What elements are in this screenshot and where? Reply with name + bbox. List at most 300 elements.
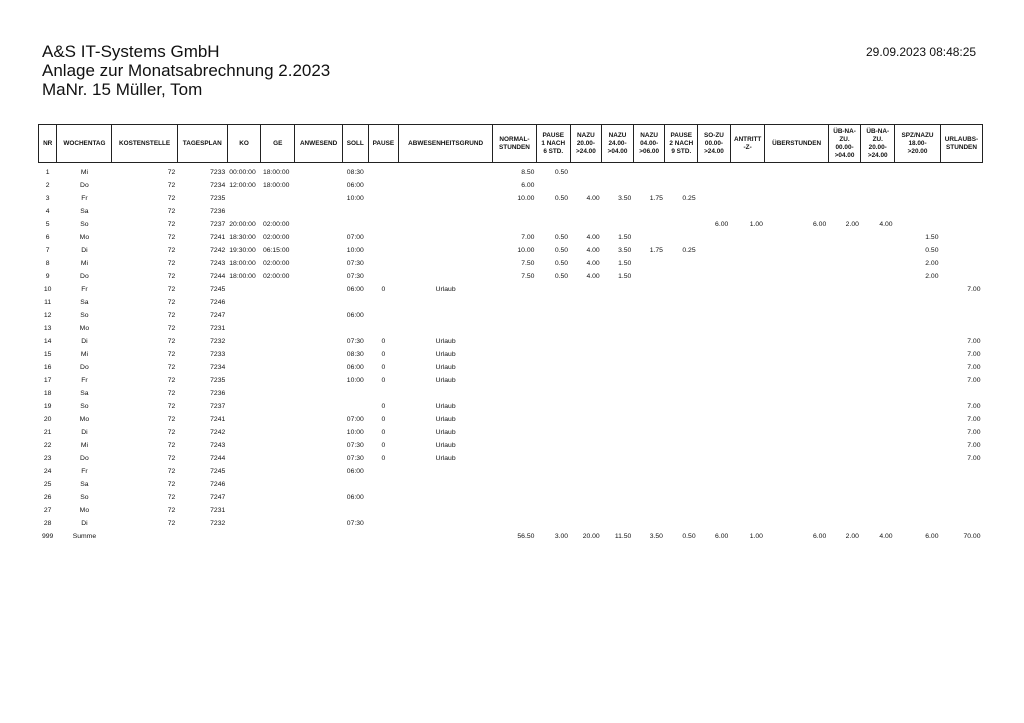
table-cell [295,452,343,465]
table-cell: 72 [167,416,176,423]
column-header: PAUSE 1 NACH 6 STD. [536,125,570,163]
table-cell [570,413,602,426]
table-cell: 3 [45,195,50,202]
table-cell [895,517,941,530]
table-cell [343,387,369,400]
table-cell [765,413,828,426]
table-cell [895,192,941,205]
table-cell: 25 [43,481,52,488]
table-cell [828,348,861,361]
table-cell [227,504,261,517]
table-cell [261,439,295,452]
table-cell: 72 [167,247,176,254]
table-cell [828,517,861,530]
table-cell: 18 [43,390,52,397]
table-cell [828,192,861,205]
column-header: ÜB-NA- ZU. 00.00- >04.00 [828,125,861,163]
table-cell [665,179,698,192]
table-cell [261,413,295,426]
table-cell [343,530,369,543]
table-cell [633,166,665,179]
table-cell [940,309,982,322]
table-cell [368,244,399,257]
table-cell [665,400,698,413]
table-cell: 72 [167,234,176,241]
table-cell [861,322,895,335]
table-cell: 15 [43,351,52,358]
table-cell [895,283,941,296]
table-cell [895,179,941,192]
table-cell [665,452,698,465]
table-cell [633,296,665,309]
table-cell [399,257,493,270]
table-cell [730,452,765,465]
table-cell [295,296,343,309]
table-row [39,205,983,218]
table-cell [698,244,731,257]
table-cell: 72 [167,195,176,202]
table-cell [730,491,765,504]
table-cell [295,491,343,504]
table-cell: 7.00 [967,455,981,462]
table-cell [895,348,941,361]
table-cell [698,439,731,452]
table-cell: 7233 [210,169,226,176]
table-cell [261,309,295,322]
table-cell [940,270,982,283]
table-cell: 4.00 [586,247,600,254]
table-cell [861,244,895,257]
table-cell: 7235 [210,195,226,202]
table-cell [765,322,828,335]
table-cell: 6.00 [813,221,827,228]
table-cell: 10.00 [517,247,535,254]
table-cell: 06:00 [346,494,364,501]
table-cell [633,205,665,218]
table-cell [861,439,895,452]
table-cell: 0.50 [554,260,569,267]
table-cell [368,205,399,218]
table-cell [730,283,765,296]
table-cell: 1.00 [749,221,763,228]
table-cell [730,361,765,374]
table-cell [295,413,343,426]
table-cell: 06:00 [346,312,364,319]
table-row [39,465,983,478]
table-cell: 7.00 [967,351,981,358]
table-cell: 0 [381,286,386,293]
table-cell: 7245 [210,286,226,293]
table-cell [295,244,343,257]
table-cell [493,218,537,231]
table-cell [940,478,982,491]
table-cell: Urlaub [435,403,456,410]
table-cell: 0 [381,455,386,462]
table-cell [765,231,828,244]
table-cell: Mo [79,507,90,514]
table-cell [895,426,941,439]
table-cell [295,530,343,543]
table-cell [261,491,295,504]
table-cell: 6.00 [521,182,535,189]
table-cell: 72 [167,494,176,501]
table-cell: Sa [80,390,89,397]
table-cell [940,257,982,270]
table-cell [730,335,765,348]
table-cell [536,322,570,335]
table-cell [570,491,602,504]
table-cell: 02:00:00 [262,234,290,241]
table-cell [861,257,895,270]
table-cell: 4.00 [586,195,600,202]
table-cell [665,270,698,283]
table-cell [112,530,177,543]
table-cell: 22 [43,442,52,449]
table-cell [828,374,861,387]
table-cell [698,166,731,179]
table-cell [861,348,895,361]
table-cell [861,335,895,348]
table-cell: 7.00 [967,364,981,371]
report-title-block [42,42,330,99]
table-cell [730,439,765,452]
table-cell: Sa [80,481,89,488]
table-cell [399,465,493,478]
table-row [39,439,983,452]
table-cell: 6 [45,234,50,241]
table-cell [536,374,570,387]
table-cell: 7234 [210,364,226,371]
table-cell [602,517,634,530]
table-cell [698,361,731,374]
table-cell [399,530,493,543]
table-cell [828,166,861,179]
table-cell [828,491,861,504]
column-header: URLAUBS- STUNDEN [940,125,982,163]
table-cell: 0 [381,442,386,449]
table-cell: 9 [45,273,50,280]
table-row [39,426,983,439]
column-header: SOLL [343,125,369,163]
table-cell: 10 [43,286,52,293]
table-cell [261,322,295,335]
table-cell [536,413,570,426]
table-cell: 23 [43,455,52,462]
table-cell: 17 [43,377,52,384]
table-cell [633,452,665,465]
table-cell [261,530,295,543]
table-cell [828,361,861,374]
table-cell: 10:00 [346,377,364,384]
table-cell [665,283,698,296]
table-cell: 3.50 [649,533,663,540]
table-cell: 7232 [210,520,226,527]
table-cell: 7237 [210,403,226,410]
table-cell [765,192,828,205]
table-cell: 1.50 [925,234,939,241]
table-cell [895,387,941,400]
table-cell: Mo [79,325,90,332]
table-cell [633,478,665,491]
table-cell: Mi [80,169,88,176]
table-cell: 72 [167,390,176,397]
table-cell [227,413,261,426]
table-cell [493,335,537,348]
table-cell: 4.00 [879,221,893,228]
table-cell [730,166,765,179]
table-cell [730,309,765,322]
table-cell [295,179,343,192]
table-cell [861,179,895,192]
table-cell [343,400,369,413]
table-cell: 3.50 [618,247,632,254]
table-cell [698,504,731,517]
table-cell [493,296,537,309]
column-header: SO-ZU 00.00- >24.00 [698,125,731,163]
table-cell [730,205,765,218]
table-cell [570,179,602,192]
table-cell [895,413,941,426]
table-cell [698,465,731,478]
table-cell: 18:00:00 [229,273,256,280]
table-cell [570,309,602,322]
table-cell [261,335,295,348]
table-cell [940,218,982,231]
table-cell [602,322,634,335]
table-cell: 6.00 [925,533,939,540]
table-cell [227,400,261,413]
table-cell [940,322,982,335]
table-header-row [39,125,983,163]
table-cell [295,504,343,517]
table-cell [828,400,861,413]
table-cell [261,374,295,387]
table-cell [861,361,895,374]
table-cell: 72 [167,208,176,215]
table-cell: 07:00 [346,234,364,241]
table-cell [227,465,261,478]
table-cell: 13 [43,325,52,332]
table-cell [227,491,261,504]
table-cell: 7242 [210,247,226,254]
table-cell: Mo [79,234,90,241]
table-cell [828,309,861,322]
table-cell: 0 [381,351,386,358]
table-cell [399,322,493,335]
table-cell [633,426,665,439]
table-cell [295,270,343,283]
table-cell [295,283,343,296]
table-row [39,296,983,309]
table-cell [493,491,537,504]
table-cell [261,517,295,530]
table-cell [536,452,570,465]
table-cell [940,179,982,192]
table-cell: 7236 [210,208,226,215]
table-cell: 7.00 [967,377,981,384]
table-cell [295,192,343,205]
table-cell [368,491,399,504]
table-cell: 72 [167,507,176,514]
table-cell [399,309,493,322]
table-cell [861,283,895,296]
table-cell [399,218,493,231]
table-cell [261,478,295,491]
table-cell [861,426,895,439]
table-cell: 7241 [210,234,226,241]
table-cell: 6.00 [715,221,729,228]
column-header: NAZU 04.00- >06.00 [633,125,665,163]
table-cell [895,361,941,374]
table-cell [895,205,941,218]
table-cell [633,179,665,192]
table-cell: 7246 [210,299,226,306]
table-cell [765,361,828,374]
table-cell: 0.25 [682,247,696,254]
table-cell [665,322,698,335]
table-cell: 19 [43,403,52,410]
table-cell: 7.50 [521,273,535,280]
table-cell: Do [80,364,89,371]
table-cell [633,400,665,413]
table-cell: 3.00 [554,533,569,540]
table-cell: 72 [167,299,176,306]
table-cell [493,478,537,491]
table-cell [261,361,295,374]
table-cell: 7245 [210,468,226,475]
table-cell: 7237 [210,221,226,228]
column-header: PAUSE 2 NACH 9 STD. [665,125,698,163]
table-cell: 0.50 [925,247,939,254]
table-cell: 72 [167,221,176,228]
table-cell [730,400,765,413]
table-cell: 7.00 [521,234,535,241]
table-cell [698,179,731,192]
table-cell: 5 [45,221,50,228]
table-cell [399,387,493,400]
table-row [39,270,983,283]
table-cell: 72 [167,169,176,176]
table-cell [665,257,698,270]
table-cell [698,348,731,361]
table-cell: Mi [80,442,88,449]
table-cell [633,270,665,283]
table-cell [828,504,861,517]
table-cell [602,439,634,452]
table-cell [633,387,665,400]
table-cell: 0 [381,416,386,423]
table-cell [227,452,261,465]
table-cell [493,374,537,387]
table-cell: 72 [167,260,176,267]
table-cell: Urlaub [435,455,456,462]
table-cell [227,322,261,335]
table-cell: 72 [167,442,176,449]
table-cell: 72 [167,364,176,371]
table-row [39,348,983,361]
table-cell: 72 [167,520,176,527]
table-cell [295,309,343,322]
table-cell: 20 [43,416,52,423]
table-cell [295,517,343,530]
table-cell: 07:30 [346,455,364,462]
table-cell [295,257,343,270]
table-cell: 0 [381,364,386,371]
table-cell [861,387,895,400]
table-cell: 0.50 [554,234,569,241]
table-cell: 0.50 [554,169,569,176]
column-header: WOCHENTAG [57,125,112,163]
table-cell [765,517,828,530]
table-cell [730,413,765,426]
table-cell [633,218,665,231]
table-cell [343,478,369,491]
table-cell [828,244,861,257]
table-cell [177,530,227,543]
table-cell [493,517,537,530]
column-header: TAGESPLAN [177,125,227,163]
table-cell [698,400,731,413]
table-cell: 7243 [210,260,226,267]
table-cell: 2.00 [925,260,939,267]
table-cell [368,166,399,179]
table-cell [828,283,861,296]
table-cell: 72 [167,286,176,293]
table-cell [261,504,295,517]
table-cell: Summe [72,533,97,540]
table-cell [633,348,665,361]
table-cell [665,439,698,452]
table-cell [227,530,261,543]
table-cell: 10:00 [346,195,364,202]
table-row [39,283,983,296]
table-cell: 0 [381,403,386,410]
table-cell [633,257,665,270]
table-cell [295,322,343,335]
table-cell [261,387,295,400]
table-cell [368,530,399,543]
table-cell: 18:30:00 [229,234,256,241]
table-cell [828,257,861,270]
table-cell: 7241 [210,416,226,423]
table-cell [399,166,493,179]
table-cell [295,465,343,478]
table-row [39,309,983,322]
table-cell [665,387,698,400]
table-cell [602,166,634,179]
table-cell [536,179,570,192]
table-row [39,361,983,374]
table-cell: 72 [167,455,176,462]
table-cell [227,348,261,361]
table-cell: 08:30 [346,351,364,358]
table-cell [730,348,765,361]
table-cell: Urlaub [435,442,456,449]
table-cell [536,283,570,296]
table-cell [698,309,731,322]
table-row [39,504,983,517]
table-cell [698,322,731,335]
table-cell [665,361,698,374]
table-cell: 56.50 [517,533,535,540]
table-cell [399,192,493,205]
table-cell: 72 [167,403,176,410]
table-cell [730,296,765,309]
table-cell [399,478,493,491]
table-cell [633,231,665,244]
table-cell [698,478,731,491]
table-cell [730,517,765,530]
